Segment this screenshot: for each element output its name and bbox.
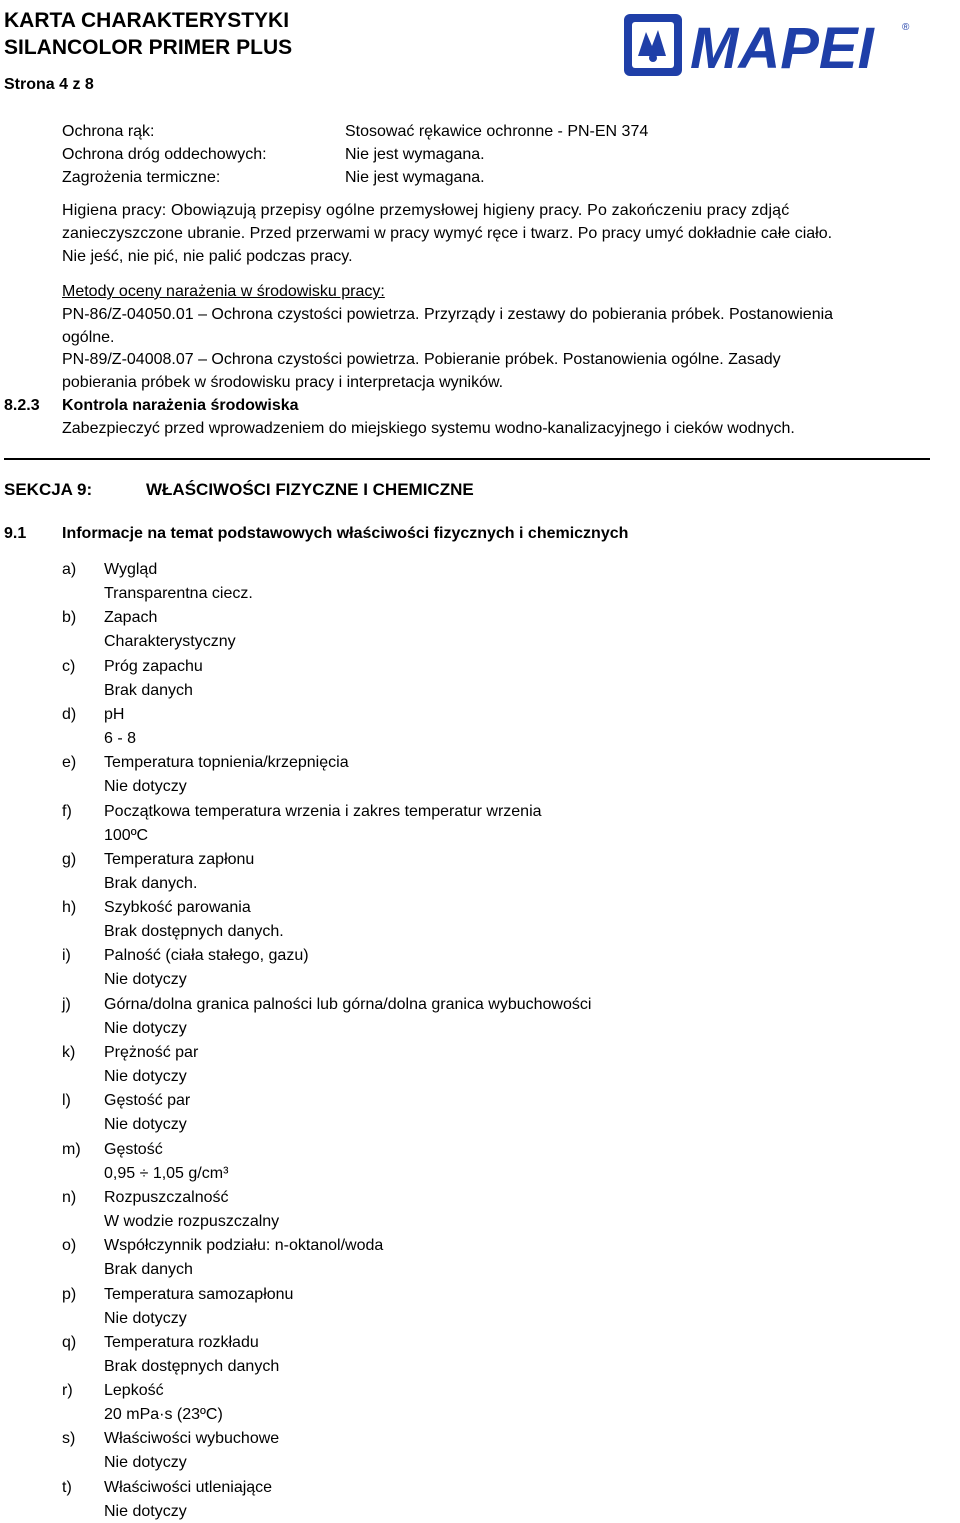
property-letter: p)	[62, 1285, 77, 1303]
property-value: Charakterystyczny	[104, 633, 236, 651]
property-value: 0,95 ÷ 1,05 g/cm³	[104, 1164, 229, 1182]
hygiene-text-line: Nie jeść, nie pić, nie palić podczas pracy.	[62, 248, 353, 265]
property-letter: m)	[62, 1140, 81, 1158]
hygiene-text-line: zanieczyszczone ubranie. Przed przerwami w pracy wymyć ręce i twarz. Po pracy umyć dokładnie całe ciało.	[62, 225, 833, 242]
property-letter: c)	[62, 657, 76, 675]
property-letter: n)	[62, 1188, 77, 1206]
page-number: Strona 4 z 8	[4, 76, 94, 93]
property-name: Temperatura zapłonu	[104, 850, 255, 868]
property-letter: g)	[62, 850, 77, 868]
mapei-logo-mark	[624, 14, 682, 76]
hygiene-text-line: Higiena pracy: Obowiązują przepisy ogólne przemysłowej higieny pracy. Po zakończeniu pracy zdjąć	[62, 202, 790, 219]
document-title-line1: KARTA CHARAKTERYSTYKI	[4, 9, 290, 32]
property-name: Lepkość	[104, 1382, 164, 1400]
property-name: Prężność par	[104, 1044, 199, 1061]
document-title-line2: SILANCOLOR PRIMER PLUS	[4, 36, 293, 59]
methods-text-line: PN-89/Z-04008.07 – Ochrona czystości powietrza. Pobieranie próbek. Postanowienia ogólne. Zasady	[62, 351, 781, 368]
property-value: Brak danych.	[104, 874, 198, 892]
property-letter: l)	[62, 1092, 71, 1110]
property-value: 100ºC	[104, 826, 149, 844]
property-name: Szybkość parowania	[104, 899, 251, 917]
property-name: Gęstość par	[104, 1092, 191, 1110]
property-value: Nie dotyczy	[104, 1019, 187, 1037]
property-value: 6 - 8	[104, 729, 137, 747]
section-label: SEKCJA 9:	[4, 480, 93, 499]
property-value: Brak danych	[104, 1261, 193, 1279]
property-letter: o)	[62, 1237, 77, 1255]
property-value: Transparentna ciecz.	[104, 585, 253, 602]
protection-label-respiratory: Ochrona dróg oddechowych:	[62, 146, 267, 163]
property-letter: j)	[62, 995, 71, 1013]
env-control-number: 8.2.3	[4, 397, 40, 414]
property-value: Brak dostępnych danych	[104, 1357, 280, 1375]
property-name: Wygląd	[104, 561, 158, 578]
property-name: Rozpuszczalność	[104, 1188, 229, 1206]
property-letter: t)	[62, 1478, 72, 1496]
protection-value-thermal: Nie jest wymagana.	[345, 169, 485, 186]
property-name: Temperatura rozkładu	[104, 1333, 259, 1351]
subsection-title: Informacje na temat podstawowych właściwości fizycznych i chemicznych	[62, 525, 629, 542]
property-letter: r)	[62, 1382, 73, 1400]
property-value: Nie dotyczy	[104, 1068, 187, 1085]
env-control-heading: Kontrola narażenia środowiska	[62, 397, 299, 414]
methods-text-line: PN-86/Z-04050.01 – Ochrona czystości powietrza. Przyrządy i zestawy do pobierania próbek. Postanowienia	[62, 306, 834, 323]
protection-value-respiratory: Nie jest wymagana.	[345, 146, 485, 163]
property-value: Brak dostępnych danych.	[104, 923, 284, 941]
property-value: Nie dotyczy	[104, 778, 187, 796]
property-letter: s)	[62, 1430, 76, 1448]
section-divider	[4, 458, 930, 460]
property-name: Gęstość	[104, 1140, 163, 1158]
property-name: Właściwości wybuchowe	[104, 1430, 280, 1448]
mapei-logo-text: MAPEI	[690, 16, 874, 80]
property-name: Początkowa temperatura wrzenia i zakres temperatur wrzenia	[104, 802, 542, 820]
property-name: Temperatura samozapłonu	[104, 1285, 294, 1303]
methods-text-line: ogólne.	[62, 329, 115, 346]
property-letter: b)	[62, 609, 77, 627]
mapei-logo	[620, 8, 920, 80]
property-value: Nie dotyczy	[104, 1116, 187, 1134]
property-letter: d)	[62, 705, 77, 723]
property-name: Zapach	[104, 609, 158, 627]
protection-value-hands: Stosować rękawice ochronne - PN-EN 374	[345, 123, 649, 140]
property-name: Temperatura topnienia/krzepnięcia	[104, 754, 349, 772]
property-value: Brak danych	[104, 681, 193, 699]
property-name: Współczynnik podziału: n-oktanol/woda	[104, 1237, 384, 1255]
property-name: Palność (ciała stałego, gazu)	[104, 947, 309, 965]
property-name: pH	[104, 705, 125, 723]
subsection-number: 9.1	[4, 525, 27, 542]
protection-label-thermal: Zagrożenia termiczne:	[62, 169, 221, 186]
property-value: Nie dotyczy	[104, 971, 187, 989]
methods-text-line: pobierania próbek w środowisku pracy i interpretacja wyników.	[62, 374, 504, 391]
property-value: Nie dotyczy	[104, 1502, 187, 1520]
registered-mark: ®	[902, 22, 910, 33]
property-letter: k)	[62, 1044, 76, 1061]
property-value: Nie dotyczy	[104, 1309, 187, 1327]
property-letter: e)	[62, 754, 77, 772]
property-value: 20 mPa·s (23ºC)	[104, 1406, 223, 1424]
property-letter: a)	[62, 561, 77, 578]
property-letter: q)	[62, 1333, 77, 1351]
section-title: WŁAŚCIWOŚCI FIZYCZNE I CHEMICZNE	[146, 480, 474, 499]
property-name: Próg zapachu	[104, 657, 203, 675]
property-letter: f)	[62, 802, 72, 820]
env-control-text: Zabezpieczyć przed wprowadzeniem do miejskiego systemu wodno-kanalizacyjnego i cieków wodnych.	[62, 420, 795, 437]
property-letter: i)	[62, 947, 71, 965]
property-letter: h)	[62, 899, 77, 917]
property-name: Górna/dolna granica palności lub górna/dolna granica wybuchowości	[104, 995, 592, 1013]
property-name: Właściwości utleniające	[104, 1478, 273, 1496]
protection-label-hands: Ochrona rąk:	[62, 123, 155, 140]
property-value: Nie dotyczy	[104, 1454, 187, 1472]
methods-heading: Metody oceny narażenia w środowisku pracy:	[62, 283, 385, 300]
property-value: W wodzie rozpuszczalny	[104, 1212, 280, 1230]
